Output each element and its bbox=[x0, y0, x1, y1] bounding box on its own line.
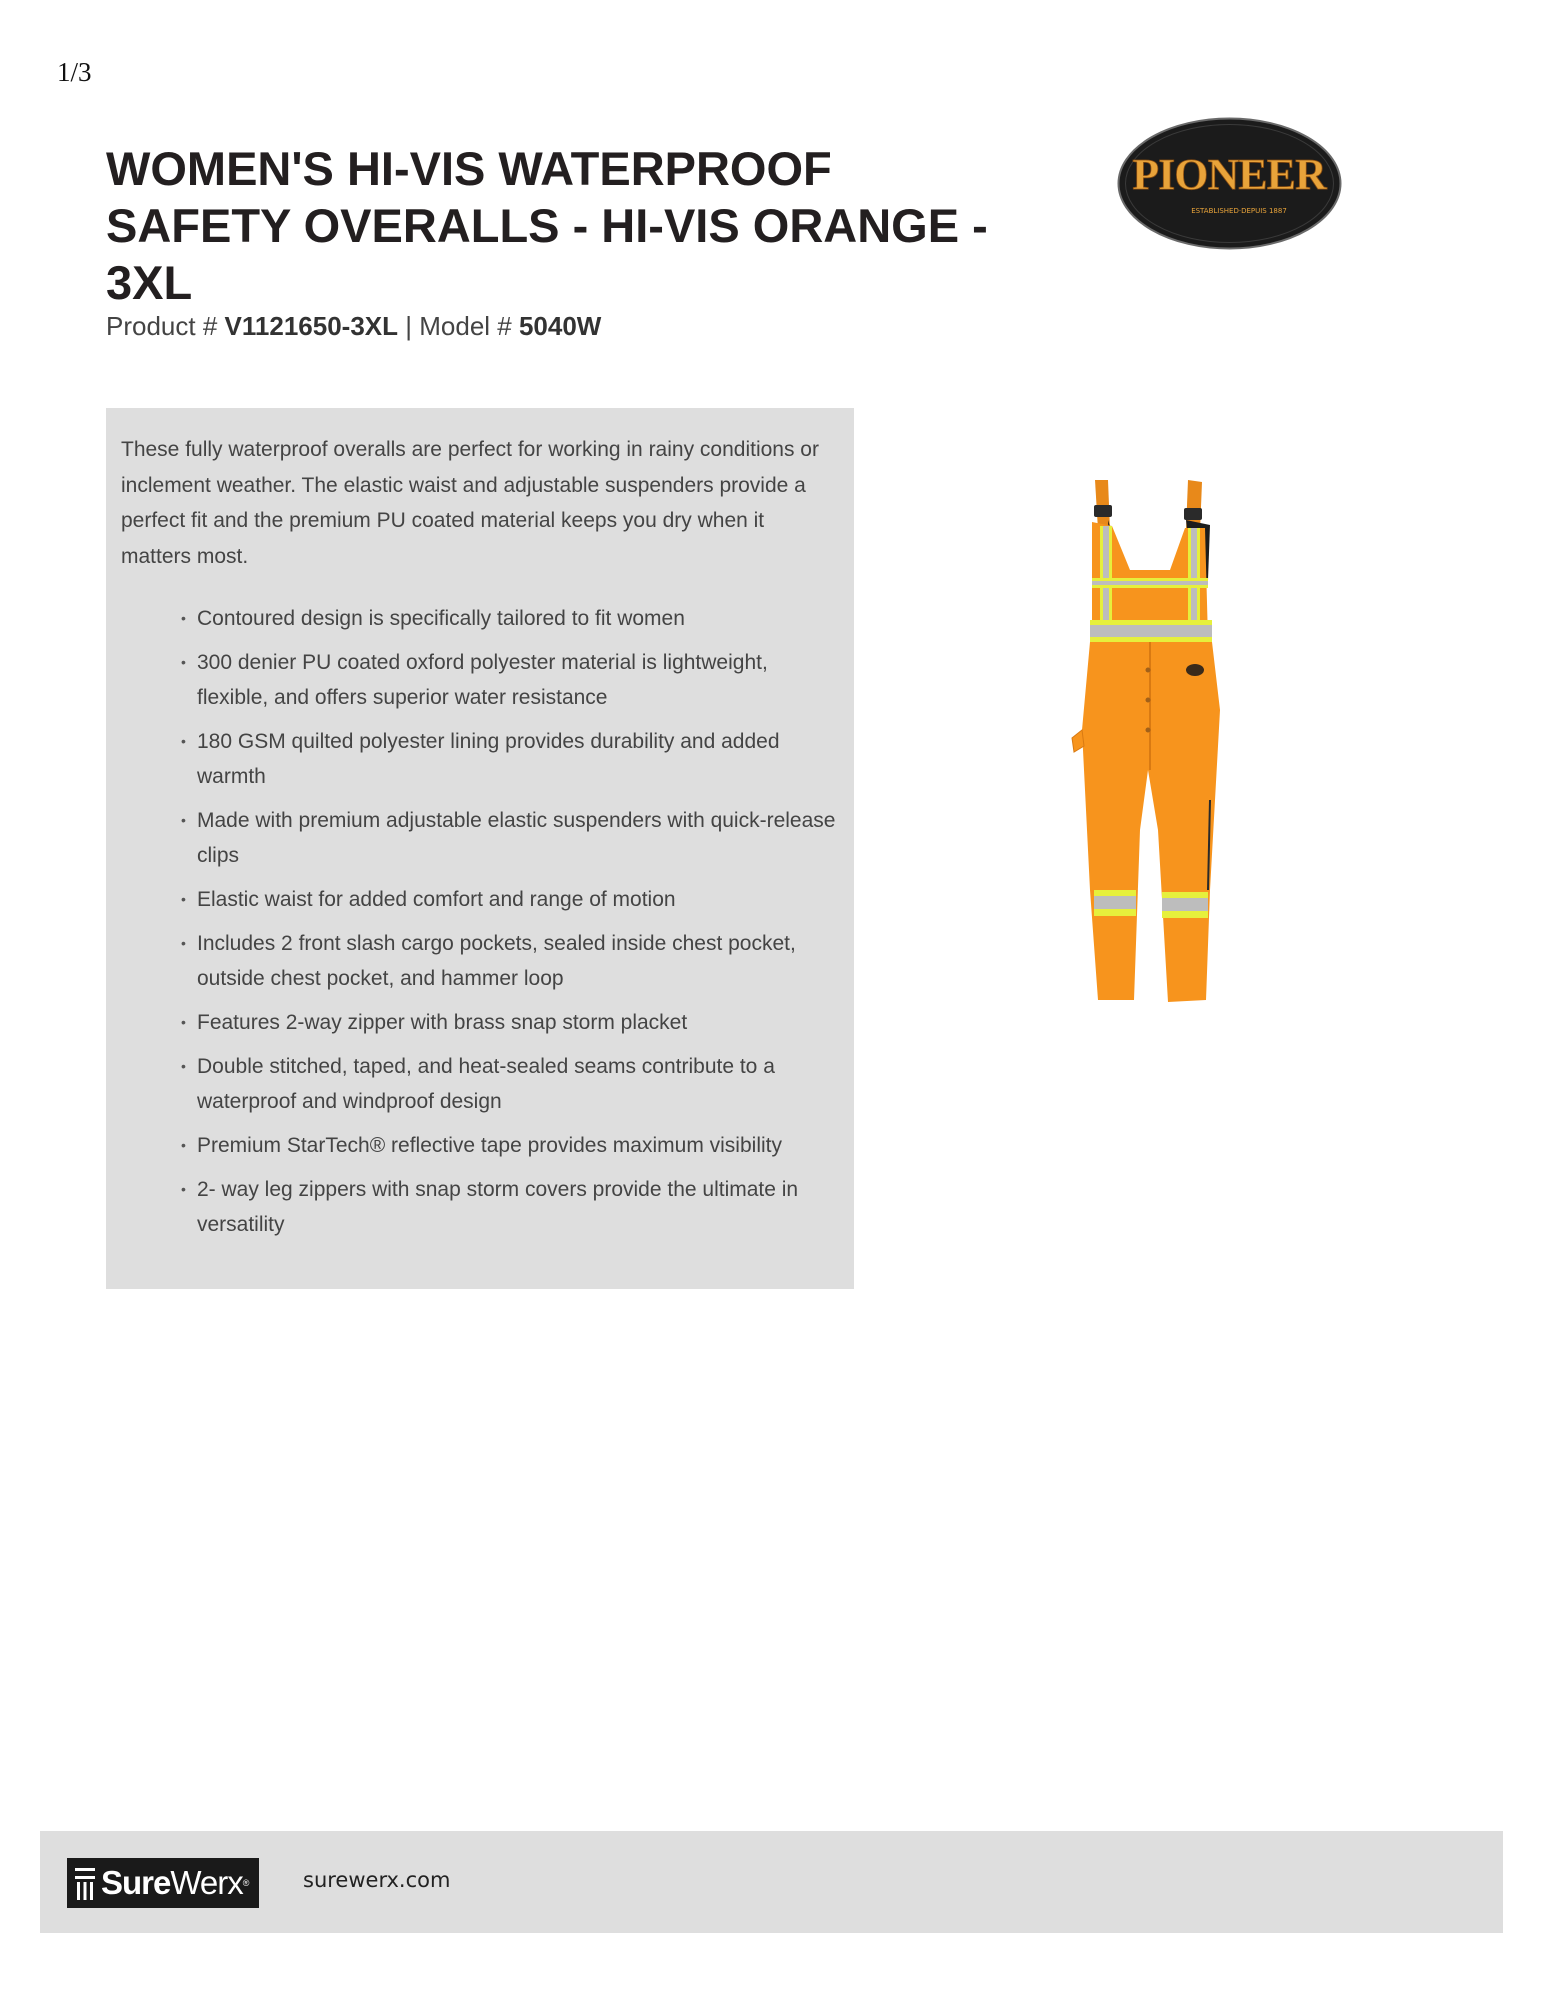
product-number-label: Product # bbox=[106, 311, 218, 341]
pioneer-logo bbox=[1117, 117, 1342, 250]
bullet-icon: • bbox=[181, 812, 186, 828]
website-url[interactable]: surewerx.com bbox=[303, 1868, 451, 1892]
model-number-label: Model # bbox=[419, 311, 512, 341]
feature-item: • Made with premium adjustable elastic suspenders with quick-release clips bbox=[181, 803, 836, 873]
feature-item: • 300 denier PU coated oxford polyester material is lightweight, flexible, and offers superior water resistance bbox=[181, 645, 836, 715]
surewerx-mark-icon bbox=[73, 1864, 97, 1902]
bullet-icon: • bbox=[181, 610, 186, 626]
identifier-separator: | bbox=[405, 311, 412, 341]
description-panel bbox=[106, 408, 854, 1289]
product-identifiers bbox=[106, 311, 601, 342]
feature-item: • Premium StarTech® reflective tape provides maximum visibility bbox=[181, 1128, 836, 1163]
surewerx-logo bbox=[67, 1858, 259, 1908]
bullet-icon: • bbox=[181, 1181, 186, 1197]
logo-wordmark: PIONEER bbox=[1132, 150, 1326, 199]
footer-bar bbox=[40, 1831, 1503, 1933]
bullet-icon: • bbox=[181, 654, 186, 670]
description-intro: These fully waterproof overalls are perfect for working in rainy conditions or inclement weather. The elastic waist and adjustable suspenders provide a perfect fit and the premium PU coated material keeps you dry when it matters most. bbox=[121, 438, 819, 568]
product-number: V1121650-3XL bbox=[224, 311, 398, 341]
logo-tagline: ESTABLISHED·DEPUIS 1887 bbox=[1191, 207, 1287, 215]
feature-item: • Contoured design is specifically tailored to fit women bbox=[181, 601, 836, 636]
model-number: 5040W bbox=[518, 311, 602, 341]
feature-item: • Includes 2 front slash cargo pockets, sealed inside chest pocket, outside chest pocket, and hammer loop bbox=[181, 926, 836, 996]
bullet-icon: • bbox=[181, 733, 186, 749]
page-number: 1/3 bbox=[57, 57, 92, 87]
bullet-icon: • bbox=[181, 1137, 186, 1153]
feature-item: • Features 2-way zipper with brass snap storm placket bbox=[181, 1005, 836, 1040]
feature-item: • 180 GSM quilted polyester lining provides durability and added warmth bbox=[181, 724, 836, 794]
surewerx-wordmark: SureWerx® bbox=[101, 1864, 249, 1901]
bullet-icon: • bbox=[181, 1014, 186, 1030]
hi-vis-overalls-image bbox=[1060, 470, 1240, 1020]
bullet-icon: • bbox=[181, 935, 186, 951]
feature-item: • 2- way leg zippers with snap storm covers provide the ultimate in versatility bbox=[181, 1172, 836, 1242]
bullet-icon: • bbox=[181, 891, 186, 907]
feature-list bbox=[121, 601, 836, 1242]
product-title: WOMEN'S HI-VIS WATERPROOF SAFETY OVERALLS - HI-VIS ORANGE - 3XL bbox=[106, 142, 988, 309]
feature-item: • Elastic waist for added comfort and range of motion bbox=[181, 882, 836, 917]
bullet-icon: • bbox=[181, 1058, 186, 1074]
feature-item: • Double stitched, taped, and heat-sealed seams contribute to a waterproof and windproof design bbox=[181, 1049, 836, 1119]
